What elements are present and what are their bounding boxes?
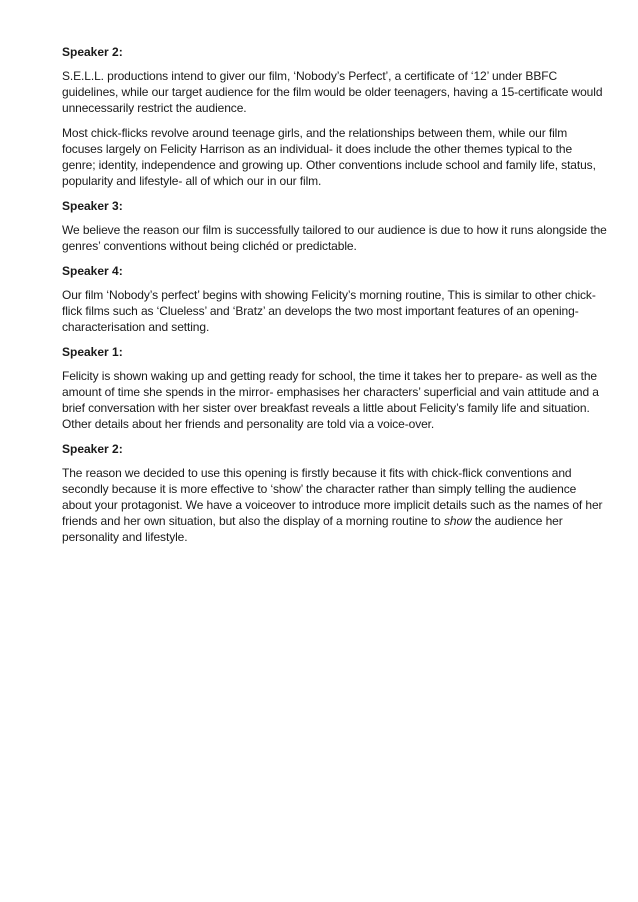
- speaker-heading: Speaker 4:: [62, 264, 123, 278]
- paragraph: We believe the reason our film is successfully tailored to our audience is due to how it runs alongside the genres’ conventions without being clichéd or predictable.: [62, 223, 607, 253]
- paragraph: S.E.L.L. productions intend to giver our film, ‘Nobody’s Perfect’, a certificate of ‘12’ under BBFC guidelines, while our target audience for the film would be older teenagers, having a 15-certificate would unnecessarily restrict the audience.: [62, 69, 603, 115]
- speaker-section: [62, 198, 607, 254]
- paragraph: Felicity is shown waking up and getting ready for school, the time it takes her to prepare- as well as the amount of time she spends in the mirror- emphasises her characters’ superficial and vain attitude and a brief conversation with her sister over breakfast reveals a little about Felicity’s family life and situation. Other details about her friends and personality are told via a voice-over.: [62, 369, 599, 431]
- paragraph-text: the audience her personality and lifestyle.: [62, 514, 563, 544]
- speaker-section: [62, 344, 607, 432]
- document-page: [62, 44, 607, 554]
- paragraph-text: The reason we decided to use this opening is firstly because it fits with chick-flick conventions and secondly because it is more effective to ‘show’ the character rather than simply telling the audience about your protagonist. We have a voiceover to introduce more implicit details such as the names of her friends and her own situation, but also the display of a morning routine to: [62, 466, 603, 528]
- speaker-heading: Speaker 1:: [62, 345, 123, 359]
- paragraph: Our film ‘Nobody’s perfect’ begins with showing Felicity’s morning routine, This is similar to other chick-flick films such as ‘Clueless’ and ‘Bratz’ an develops the two most important features of an opening- characterisation and setting.: [62, 288, 596, 334]
- speaker-heading: Speaker 2:: [62, 45, 123, 59]
- speaker-section: [62, 44, 607, 189]
- speaker-heading: Speaker 2:: [62, 442, 123, 456]
- speaker-heading: Speaker 3:: [62, 199, 123, 213]
- paragraph: [62, 465, 607, 545]
- emphasis-text: show: [443, 514, 472, 528]
- speaker-section: [62, 263, 607, 335]
- speaker-section: [62, 441, 607, 545]
- paragraph: Most chick-flicks revolve around teenage girls, and the relationships between them, while our film focuses largely on Felicity Harrison as an individual- it does include the other themes typical to the genre; identity, independence and growing up. Other conventions include school and family life, status, popularity and lifestyle- all of which our in our film.: [62, 126, 596, 188]
